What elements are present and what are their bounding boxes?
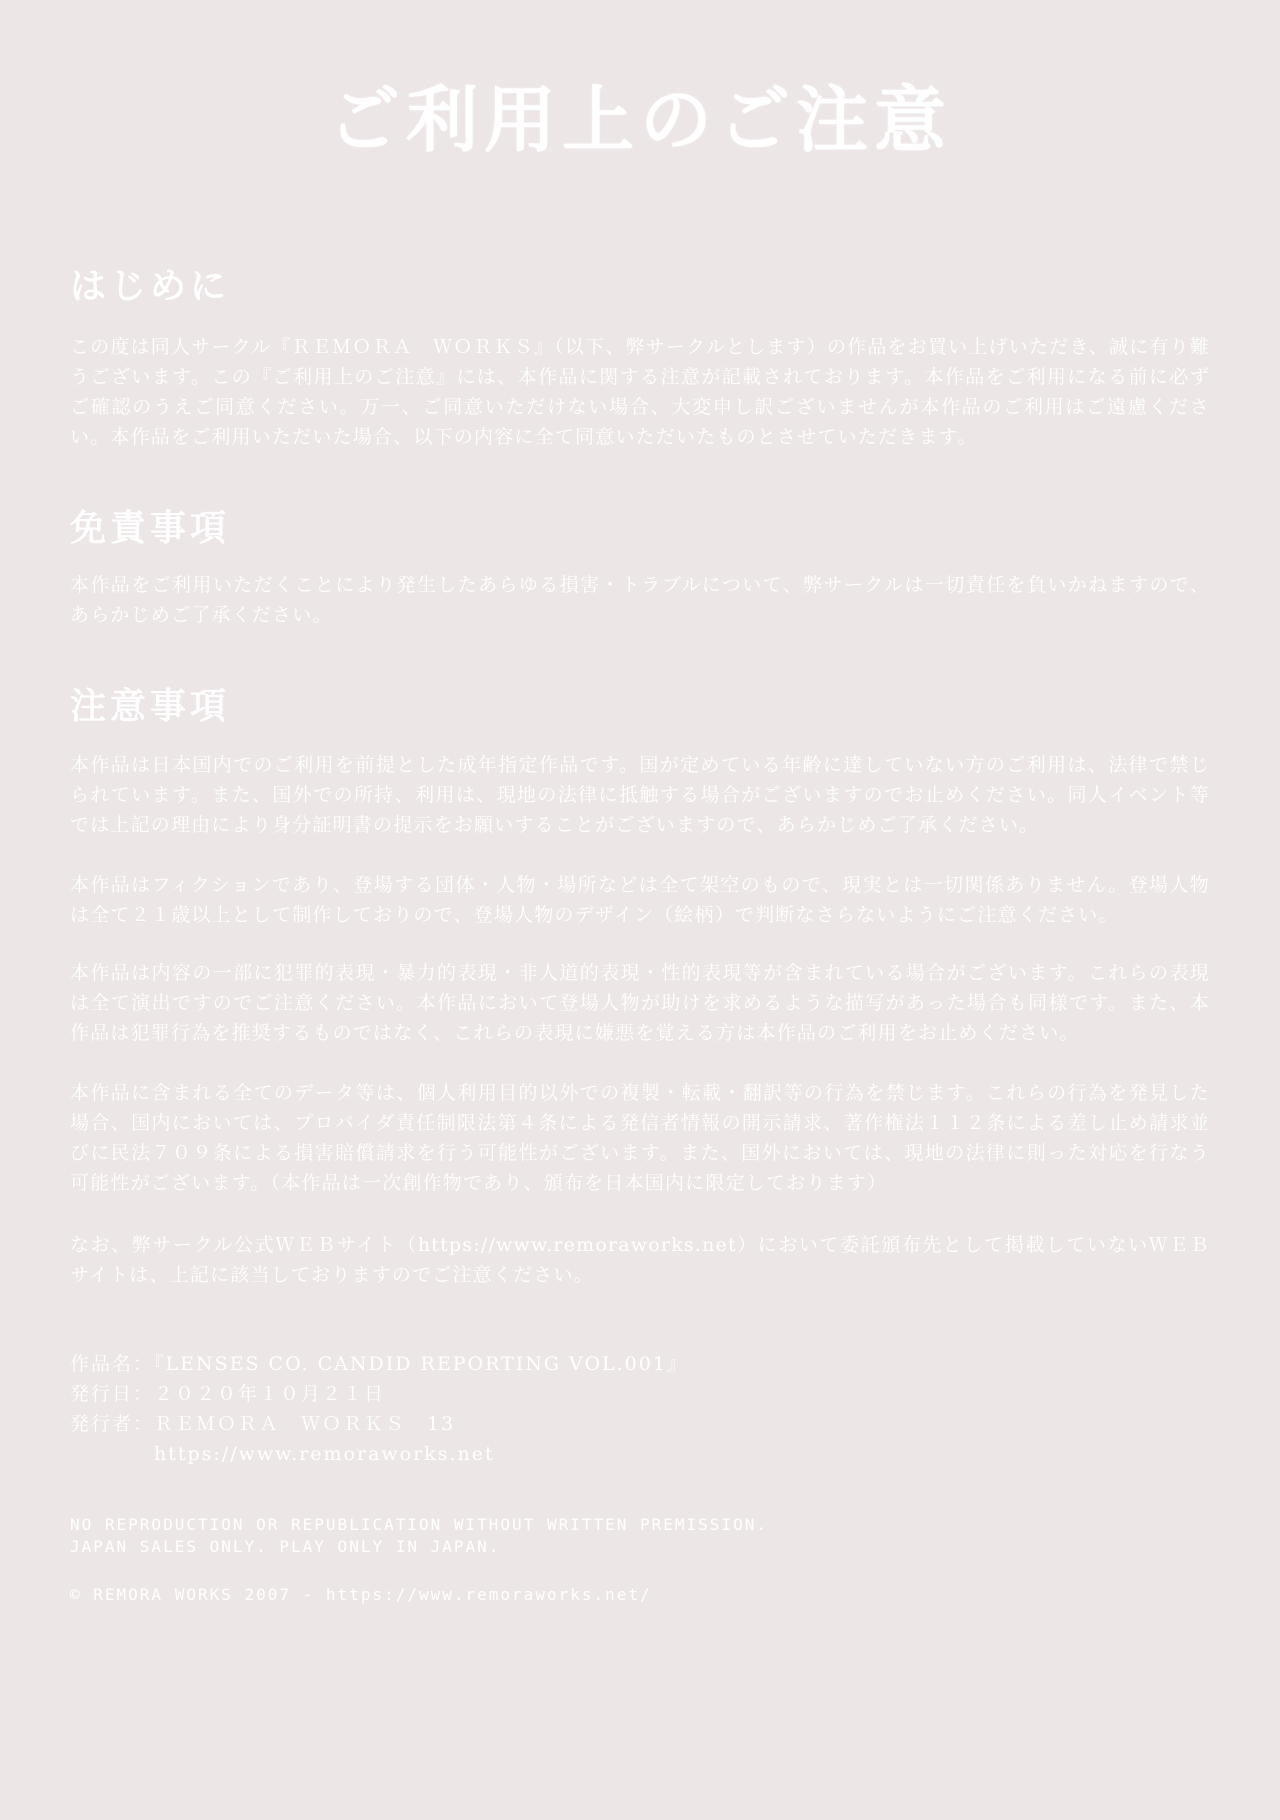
legal-japan-only: JAPAN SALES ONLY. PLAY ONLY IN JAPAN. (70, 1537, 501, 1556)
colophon-publisher: 発行者：ＲＥＭＯＲＡ ＷＯＲＫＳ 13 (70, 1413, 456, 1435)
disclaimer-paragraph: 本作品をご利用いただくことにより発生したあらゆる損害・トラブルについて、弊サークルは一切責任を負いかねますので、あらかじめご了承ください。 (70, 574, 1210, 626)
notes-paragraph-2: 本作品はフィクションであり、登場する団体・人物・場所などは全て架空のもので、現実とは一切関係ありません。登場人物は全て２１歳以上として制作しておりので、登場人物のデザイン（絵柄）で判断なさらないようにご注意ください。 (70, 874, 1210, 926)
section-heading-disclaimer: 免責事項 (70, 507, 231, 549)
notes-paragraph-3: 本作品は内容の一部に犯罪的表現・暴力的表現・非人道的表現・性的表現等が含まれている場合がございます。これらの表現は全て演出ですのでご注意ください。本作品において登場人物が助けを求めるような描写があった場合も同様です。また、本作品は犯罪行為を推奨するものではなく、これらの表現に嫌悪を覚える方は本作品のご利用をお止めください。 (70, 962, 1210, 1044)
publisher-url: https://www.remoraworks.net (154, 1443, 495, 1465)
colophon-issue-date: 発行日：２０２０年１０月２１日 (70, 1383, 386, 1405)
legal-no-reproduction: NO REPRODUCTION OR REPUBLICATION WITHOUT WRITTEN PREMISSION. (70, 1515, 768, 1534)
notes-paragraph-4: 本作品に含まれる全てのデータ等は、個人利用目的以外での複製・転載・翻訳等の行為を禁じます。これらの行為を発見した場合、国内においては、プロバイダ責任制限法第４条による発信者情報の開示請求、著作権法１１２条による差し止め請求並びに民法７０９条による損害賠償請求を行う可能性がございます。また、国外においては、現地の法律に則った対応を行なう可能性がございます。（本作品は一次創作物であり、頒布を日本国内に限定しております） (70, 1082, 1210, 1194)
intro-paragraph: この度は同人サークル『ＲＥＭＯＲＡ ＷＯＲＫＳ』（以下、弊サークルとします）の作品をお買い上げいただき、誠に有り難うございます。この『ご利用上のご注意』には、本作品に関する注意が記載されております。本作品をご利用になる前に必ずご確認のうえご同意ください。万一、ご同意いただけない場合、大変申し訳ございませんが本作品のご利用はご遠慮ください。本作品をご利用いただいた場合、以下の内容に全て同意いただいたものとさせていただきます。 (70, 336, 1211, 448)
notes-paragraph-5: なお、弊サークル公式ＷＥＢサイト（https://www.remoraworks.net）において委託頒布先として掲載していないＷＥＢサイトは、上記に該当しておりますのでご注意ください。 (70, 1234, 1210, 1286)
section-heading-intro: はじめに (70, 265, 231, 307)
section-heading-notes: 注意事項 (70, 685, 231, 727)
notes-paragraph-1: 本作品は日本国内でのご利用を前提とした成年指定作品です。国が定めている年齢に達していない方のご利用は、法律で禁じられています。また、国外での所持、利用は、現地の法律に抵触する場合がございますのでお止めください。同人イベント等では上記の理由により身分証明書の提示をお願いすることがございますので、あらかじめご了承ください。 (70, 754, 1210, 836)
legal-copyright: © REMORA WORKS 2007 - https://www.remoraworks.net/ (70, 1585, 652, 1604)
page-title: ご利用上のご注意 (327, 77, 952, 162)
colophon-publisher-url-row (70, 1440, 495, 1469)
colophon-work-name: 作品名：『LENSES CO. CANDID REPORTING VOL.001』 (70, 1353, 688, 1375)
